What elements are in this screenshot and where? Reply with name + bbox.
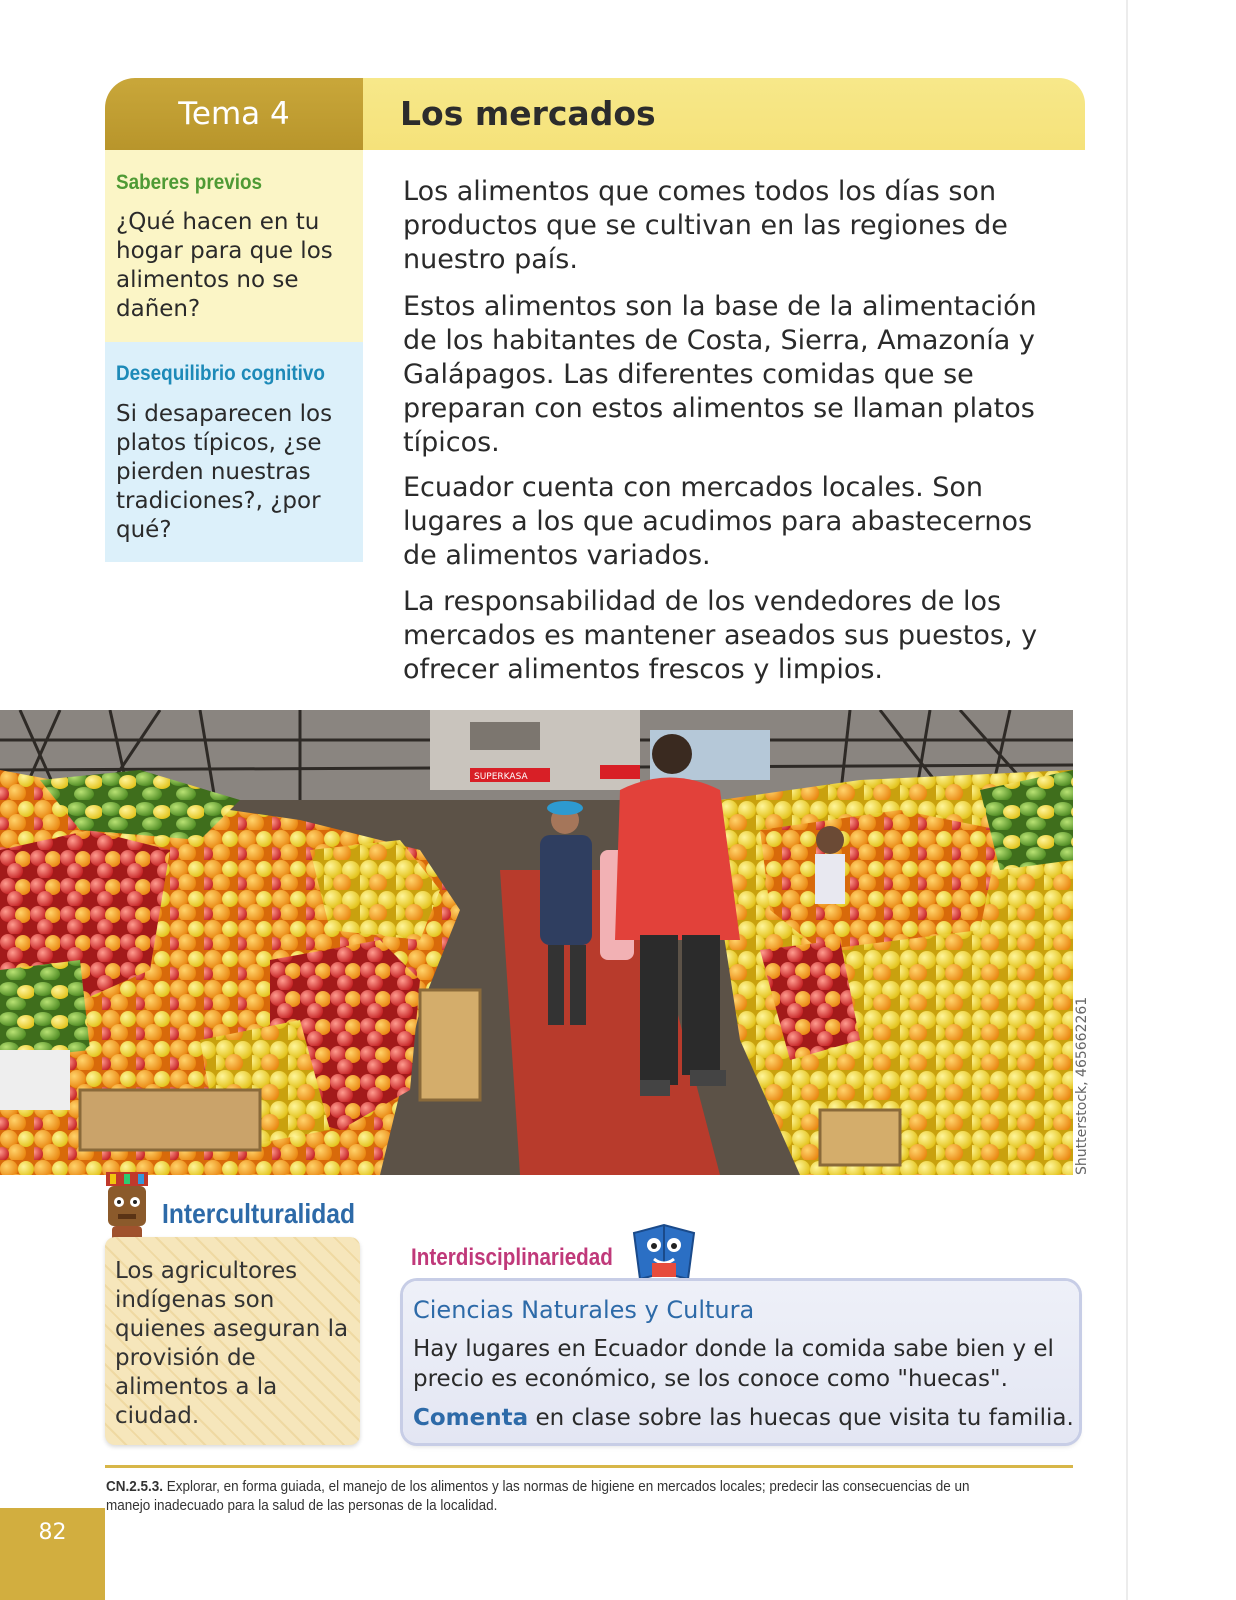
interculturalidad-heading: Interculturalidad xyxy=(162,1198,356,1229)
market-illustration xyxy=(0,710,1073,1175)
desequilibrio-text: Si desaparecen los platos típicos, ¿se pierden nuestras tradiciones?, ¿por qué? xyxy=(116,401,333,543)
interdisciplinariedad-comment xyxy=(413,1403,1077,1433)
saberes-previos-heading: Saberes previos xyxy=(116,171,263,194)
page-title: Los mercados xyxy=(400,94,656,133)
interdisciplinariedad-heading: Interdisciplinariedad xyxy=(411,1244,613,1271)
paragraph-2: Estos alimentos son la base de la alimentación de los habitantes de Costa, Sierra, Amazonía y Galápagos. Las diferentes comidas que se preparan con estos alimentos se llaman platos típicos. xyxy=(403,291,1037,458)
market-photo xyxy=(0,710,1073,1175)
footer-divider xyxy=(105,1465,1073,1468)
interculturalidad-text: Los agricultores indígenas son quienes aseguran la provisión de alimentos a la ciudad. xyxy=(115,1258,349,1429)
page-edge xyxy=(1126,0,1128,1600)
superkasa-sign: SUPERKASA xyxy=(474,772,528,782)
photo-credit: Shutterstock, 465662261 xyxy=(1074,996,1090,1175)
saberes-previos-text: ¿Qué hacen en tu hogar para que los alimentos no se dañen? xyxy=(116,209,333,322)
comment-bold: Comenta xyxy=(413,1405,529,1431)
page-number: 82 xyxy=(38,1520,67,1545)
tema-label: Tema 4 xyxy=(178,96,290,132)
paragraph-4: La responsabilidad de los vendedores de los mercados es mantener aseados sus puestos, y ofrecer alimentos frescos y limpios. xyxy=(403,586,1038,685)
curriculum-code: CN.2.5.3. xyxy=(106,1479,163,1495)
desequilibrio-heading: Desequilibrio cognitivo xyxy=(116,362,325,385)
comment-rest: en clase sobre las huecas que visita tu familia. xyxy=(528,1405,1074,1431)
curriculum-note xyxy=(106,1478,1008,1516)
book-mascot-icon xyxy=(628,1223,700,1285)
curriculum-text: Explorar, en forma guiada, el manejo de los alimentos y las normas de higiene en mercados locales; predecir las consecuencias de un manejo inadecuado para la salud de las personas de la localidad. xyxy=(106,1479,970,1514)
interdisciplinariedad-text: Hay lugares en Ecuador donde la comida sabe bien y el precio es económico, se los conoce como "huecas". xyxy=(413,1336,1054,1392)
interdisciplinariedad-subheading: Ciencias Naturales y Cultura xyxy=(413,1296,755,1324)
tema-tab xyxy=(105,78,363,150)
paragraph-1: Los alimentos que comes todos los días son productos que se cultivan en las regiones de nuestro país. xyxy=(403,176,1008,275)
paragraph-3: Ecuador cuenta con mercados locales. Son lugares a los que acudimos para abastecernos de alimentos variados. xyxy=(403,472,1033,571)
